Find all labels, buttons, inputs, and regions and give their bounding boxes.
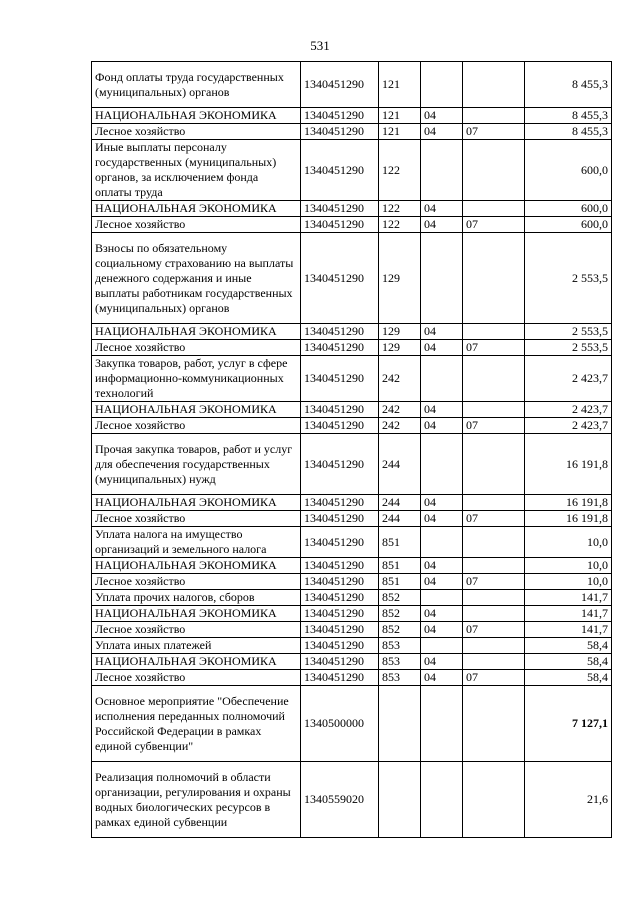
row-name: НАЦИОНАЛЬНАЯ ЭКОНОМИКА bbox=[92, 201, 301, 217]
row-section: 04 bbox=[421, 418, 463, 434]
table-row bbox=[92, 606, 612, 622]
row-target-code: 1340559020 bbox=[301, 762, 379, 838]
table-row bbox=[92, 590, 612, 606]
row-target-code: 1340451290 bbox=[301, 495, 379, 511]
row-section: 04 bbox=[421, 124, 463, 140]
row-subsection bbox=[463, 356, 525, 402]
row-target-code: 1340451290 bbox=[301, 527, 379, 558]
table-row bbox=[92, 654, 612, 670]
row-target-code: 1340451290 bbox=[301, 108, 379, 124]
row-target-code: 1340500000 bbox=[301, 686, 379, 762]
row-subsection: 07 bbox=[463, 124, 525, 140]
row-expense-type: 121 bbox=[379, 124, 421, 140]
row-subsection bbox=[463, 201, 525, 217]
table-row bbox=[92, 670, 612, 686]
row-target-code: 1340451290 bbox=[301, 434, 379, 495]
row-section: 04 bbox=[421, 511, 463, 527]
row-subsection: 07 bbox=[463, 511, 525, 527]
row-amount: 16 191,8 bbox=[525, 434, 612, 495]
table-row bbox=[92, 762, 612, 838]
row-name: Лесное хозяйство bbox=[92, 511, 301, 527]
row-subsection bbox=[463, 686, 525, 762]
row-target-code: 1340451290 bbox=[301, 217, 379, 233]
row-subsection bbox=[463, 638, 525, 654]
row-section: 04 bbox=[421, 574, 463, 590]
row-subsection: 07 bbox=[463, 670, 525, 686]
row-name: НАЦИОНАЛЬНАЯ ЭКОНОМИКА bbox=[92, 324, 301, 340]
row-target-code: 1340451290 bbox=[301, 140, 379, 201]
row-subsection bbox=[463, 762, 525, 838]
row-subsection bbox=[463, 140, 525, 201]
row-amount: 8 455,3 bbox=[525, 124, 612, 140]
row-subsection: 07 bbox=[463, 418, 525, 434]
table-row bbox=[92, 558, 612, 574]
row-name: Лесное хозяйство bbox=[92, 340, 301, 356]
row-section bbox=[421, 233, 463, 324]
row-section: 04 bbox=[421, 670, 463, 686]
row-amount: 58,4 bbox=[525, 670, 612, 686]
row-expense-type: 242 bbox=[379, 402, 421, 418]
row-expense-type: 851 bbox=[379, 558, 421, 574]
row-section bbox=[421, 356, 463, 402]
table-row bbox=[92, 108, 612, 124]
table-row bbox=[92, 495, 612, 511]
table-row bbox=[92, 233, 612, 324]
table-row bbox=[92, 62, 612, 108]
row-amount: 2 423,7 bbox=[525, 418, 612, 434]
row-subsection bbox=[463, 527, 525, 558]
row-target-code: 1340451290 bbox=[301, 418, 379, 434]
row-subsection bbox=[463, 62, 525, 108]
row-amount: 58,4 bbox=[525, 638, 612, 654]
row-expense-type: 853 bbox=[379, 638, 421, 654]
row-section bbox=[421, 638, 463, 654]
row-name: НАЦИОНАЛЬНАЯ ЭКОНОМИКА bbox=[92, 606, 301, 622]
row-expense-type: 122 bbox=[379, 201, 421, 217]
row-subsection bbox=[463, 434, 525, 495]
row-amount: 16 191,8 bbox=[525, 511, 612, 527]
row-amount: 2 553,5 bbox=[525, 324, 612, 340]
row-expense-type: 121 bbox=[379, 108, 421, 124]
row-section: 04 bbox=[421, 654, 463, 670]
row-amount: 10,0 bbox=[525, 527, 612, 558]
row-subsection bbox=[463, 654, 525, 670]
row-expense-type: 129 bbox=[379, 233, 421, 324]
row-target-code: 1340451290 bbox=[301, 670, 379, 686]
row-name: НАЦИОНАЛЬНАЯ ЭКОНОМИКА bbox=[92, 402, 301, 418]
row-expense-type: 244 bbox=[379, 511, 421, 527]
row-subsection: 07 bbox=[463, 622, 525, 638]
row-amount: 2 553,5 bbox=[525, 233, 612, 324]
row-expense-type: 242 bbox=[379, 356, 421, 402]
table-row bbox=[92, 418, 612, 434]
row-expense-type: 242 bbox=[379, 418, 421, 434]
row-target-code: 1340451290 bbox=[301, 590, 379, 606]
row-section: 04 bbox=[421, 201, 463, 217]
row-name: Лесное хозяйство bbox=[92, 418, 301, 434]
row-section: 04 bbox=[421, 558, 463, 574]
row-expense-type: 852 bbox=[379, 590, 421, 606]
table-row bbox=[92, 402, 612, 418]
row-name: Лесное хозяйство bbox=[92, 670, 301, 686]
row-section bbox=[421, 434, 463, 495]
row-target-code: 1340451290 bbox=[301, 606, 379, 622]
row-name: НАЦИОНАЛЬНАЯ ЭКОНОМИКА bbox=[92, 108, 301, 124]
row-expense-type: 852 bbox=[379, 606, 421, 622]
row-name: Основное мероприятие "Обеспечение исполнения переданных полномочий Российской Федерации в рамках единой субвенции" bbox=[92, 686, 301, 762]
row-expense-type: 244 bbox=[379, 495, 421, 511]
row-name: Лесное хозяйство bbox=[92, 622, 301, 638]
row-expense-type: 851 bbox=[379, 574, 421, 590]
row-name: Лесное хозяйство bbox=[92, 574, 301, 590]
row-subsection: 07 bbox=[463, 217, 525, 233]
row-section bbox=[421, 590, 463, 606]
row-target-code: 1340451290 bbox=[301, 356, 379, 402]
row-amount: 58,4 bbox=[525, 654, 612, 670]
row-section: 04 bbox=[421, 622, 463, 638]
row-amount: 8 455,3 bbox=[525, 62, 612, 108]
row-target-code: 1340451290 bbox=[301, 622, 379, 638]
row-name: Уплата иных платежей bbox=[92, 638, 301, 654]
row-subsection bbox=[463, 402, 525, 418]
row-subsection bbox=[463, 495, 525, 511]
table-row bbox=[92, 574, 612, 590]
row-expense-type: 129 bbox=[379, 324, 421, 340]
row-name: НАЦИОНАЛЬНАЯ ЭКОНОМИКА bbox=[92, 558, 301, 574]
row-name: Лесное хозяйство bbox=[92, 217, 301, 233]
table-row bbox=[92, 527, 612, 558]
row-amount: 600,0 bbox=[525, 217, 612, 233]
row-target-code: 1340451290 bbox=[301, 654, 379, 670]
row-expense-type: 853 bbox=[379, 670, 421, 686]
row-amount: 600,0 bbox=[525, 140, 612, 201]
row-name: Иные выплаты персоналу государственных (муниципальных) органов, за исключением фонда оплаты труда bbox=[92, 140, 301, 201]
budget-table bbox=[91, 61, 612, 838]
row-amount: 141,7 bbox=[525, 590, 612, 606]
row-subsection bbox=[463, 108, 525, 124]
row-section: 04 bbox=[421, 108, 463, 124]
row-expense-type: 851 bbox=[379, 527, 421, 558]
row-amount: 16 191,8 bbox=[525, 495, 612, 511]
table-row bbox=[92, 124, 612, 140]
row-subsection bbox=[463, 558, 525, 574]
row-name: НАЦИОНАЛЬНАЯ ЭКОНОМИКА bbox=[92, 495, 301, 511]
row-target-code: 1340451290 bbox=[301, 638, 379, 654]
row-name: Лесное хозяйство bbox=[92, 124, 301, 140]
row-amount: 2 553,5 bbox=[525, 340, 612, 356]
table-row bbox=[92, 356, 612, 402]
row-section bbox=[421, 762, 463, 838]
row-target-code: 1340451290 bbox=[301, 574, 379, 590]
row-name: Уплата налога на имущество организаций и земельного налога bbox=[92, 527, 301, 558]
row-amount: 21,6 bbox=[525, 762, 612, 838]
table-row bbox=[92, 324, 612, 340]
row-target-code: 1340451290 bbox=[301, 511, 379, 527]
row-target-code: 1340451290 bbox=[301, 324, 379, 340]
row-section bbox=[421, 140, 463, 201]
row-expense-type: 122 bbox=[379, 140, 421, 201]
row-name: НАЦИОНАЛЬНАЯ ЭКОНОМИКА bbox=[92, 654, 301, 670]
row-subsection bbox=[463, 590, 525, 606]
row-expense-type bbox=[379, 686, 421, 762]
row-target-code: 1340451290 bbox=[301, 233, 379, 324]
row-subsection: 07 bbox=[463, 340, 525, 356]
row-amount: 7 127,1 bbox=[525, 686, 612, 762]
row-amount: 2 423,7 bbox=[525, 402, 612, 418]
row-amount: 141,7 bbox=[525, 606, 612, 622]
row-expense-type: 122 bbox=[379, 217, 421, 233]
row-amount: 8 455,3 bbox=[525, 108, 612, 124]
row-name: Взносы по обязательному социальному страхованию на выплаты денежного содержания и иные выплаты работникам государственных (муниципальных) органов bbox=[92, 233, 301, 324]
page-number: 531 bbox=[310, 38, 330, 53]
row-name: Реализация полномочий в области организации, регулирования и охраны водных биологических ресурсов в рамках единой субвенции bbox=[92, 762, 301, 838]
table-row bbox=[92, 511, 612, 527]
row-section bbox=[421, 527, 463, 558]
row-amount: 2 423,7 bbox=[525, 356, 612, 402]
table-row bbox=[92, 434, 612, 495]
row-expense-type: 121 bbox=[379, 62, 421, 108]
row-target-code: 1340451290 bbox=[301, 558, 379, 574]
table-row bbox=[92, 622, 612, 638]
row-section bbox=[421, 686, 463, 762]
row-subsection bbox=[463, 324, 525, 340]
row-amount: 10,0 bbox=[525, 558, 612, 574]
row-amount: 10,0 bbox=[525, 574, 612, 590]
row-expense-type: 129 bbox=[379, 340, 421, 356]
row-amount: 600,0 bbox=[525, 201, 612, 217]
budget-table-body bbox=[92, 62, 612, 838]
row-subsection: 07 bbox=[463, 574, 525, 590]
row-amount: 141,7 bbox=[525, 622, 612, 638]
row-expense-type: 852 bbox=[379, 622, 421, 638]
row-target-code: 1340451290 bbox=[301, 402, 379, 418]
row-section: 04 bbox=[421, 217, 463, 233]
row-target-code: 1340451290 bbox=[301, 124, 379, 140]
table-row bbox=[92, 340, 612, 356]
table-row bbox=[92, 686, 612, 762]
row-name: Уплата прочих налогов, сборов bbox=[92, 590, 301, 606]
row-target-code: 1340451290 bbox=[301, 62, 379, 108]
row-target-code: 1340451290 bbox=[301, 201, 379, 217]
row-expense-type: 853 bbox=[379, 654, 421, 670]
row-section: 04 bbox=[421, 606, 463, 622]
row-subsection bbox=[463, 233, 525, 324]
row-expense-type: 244 bbox=[379, 434, 421, 495]
row-target-code: 1340451290 bbox=[301, 340, 379, 356]
row-section: 04 bbox=[421, 402, 463, 418]
row-name: Закупка товаров, работ, услуг в сфере информационно-коммуникационных технологий bbox=[92, 356, 301, 402]
table-row bbox=[92, 140, 612, 201]
row-expense-type bbox=[379, 762, 421, 838]
row-name: Фонд оплаты труда государственных (муниципальных) органов bbox=[92, 62, 301, 108]
row-section: 04 bbox=[421, 340, 463, 356]
table-row bbox=[92, 201, 612, 217]
table-row bbox=[92, 217, 612, 233]
row-subsection bbox=[463, 606, 525, 622]
row-name: Прочая закупка товаров, работ и услуг для обеспечения государственных (муниципальных) нужд bbox=[92, 434, 301, 495]
row-section: 04 bbox=[421, 324, 463, 340]
row-section: 04 bbox=[421, 495, 463, 511]
row-section bbox=[421, 62, 463, 108]
table-row bbox=[92, 638, 612, 654]
